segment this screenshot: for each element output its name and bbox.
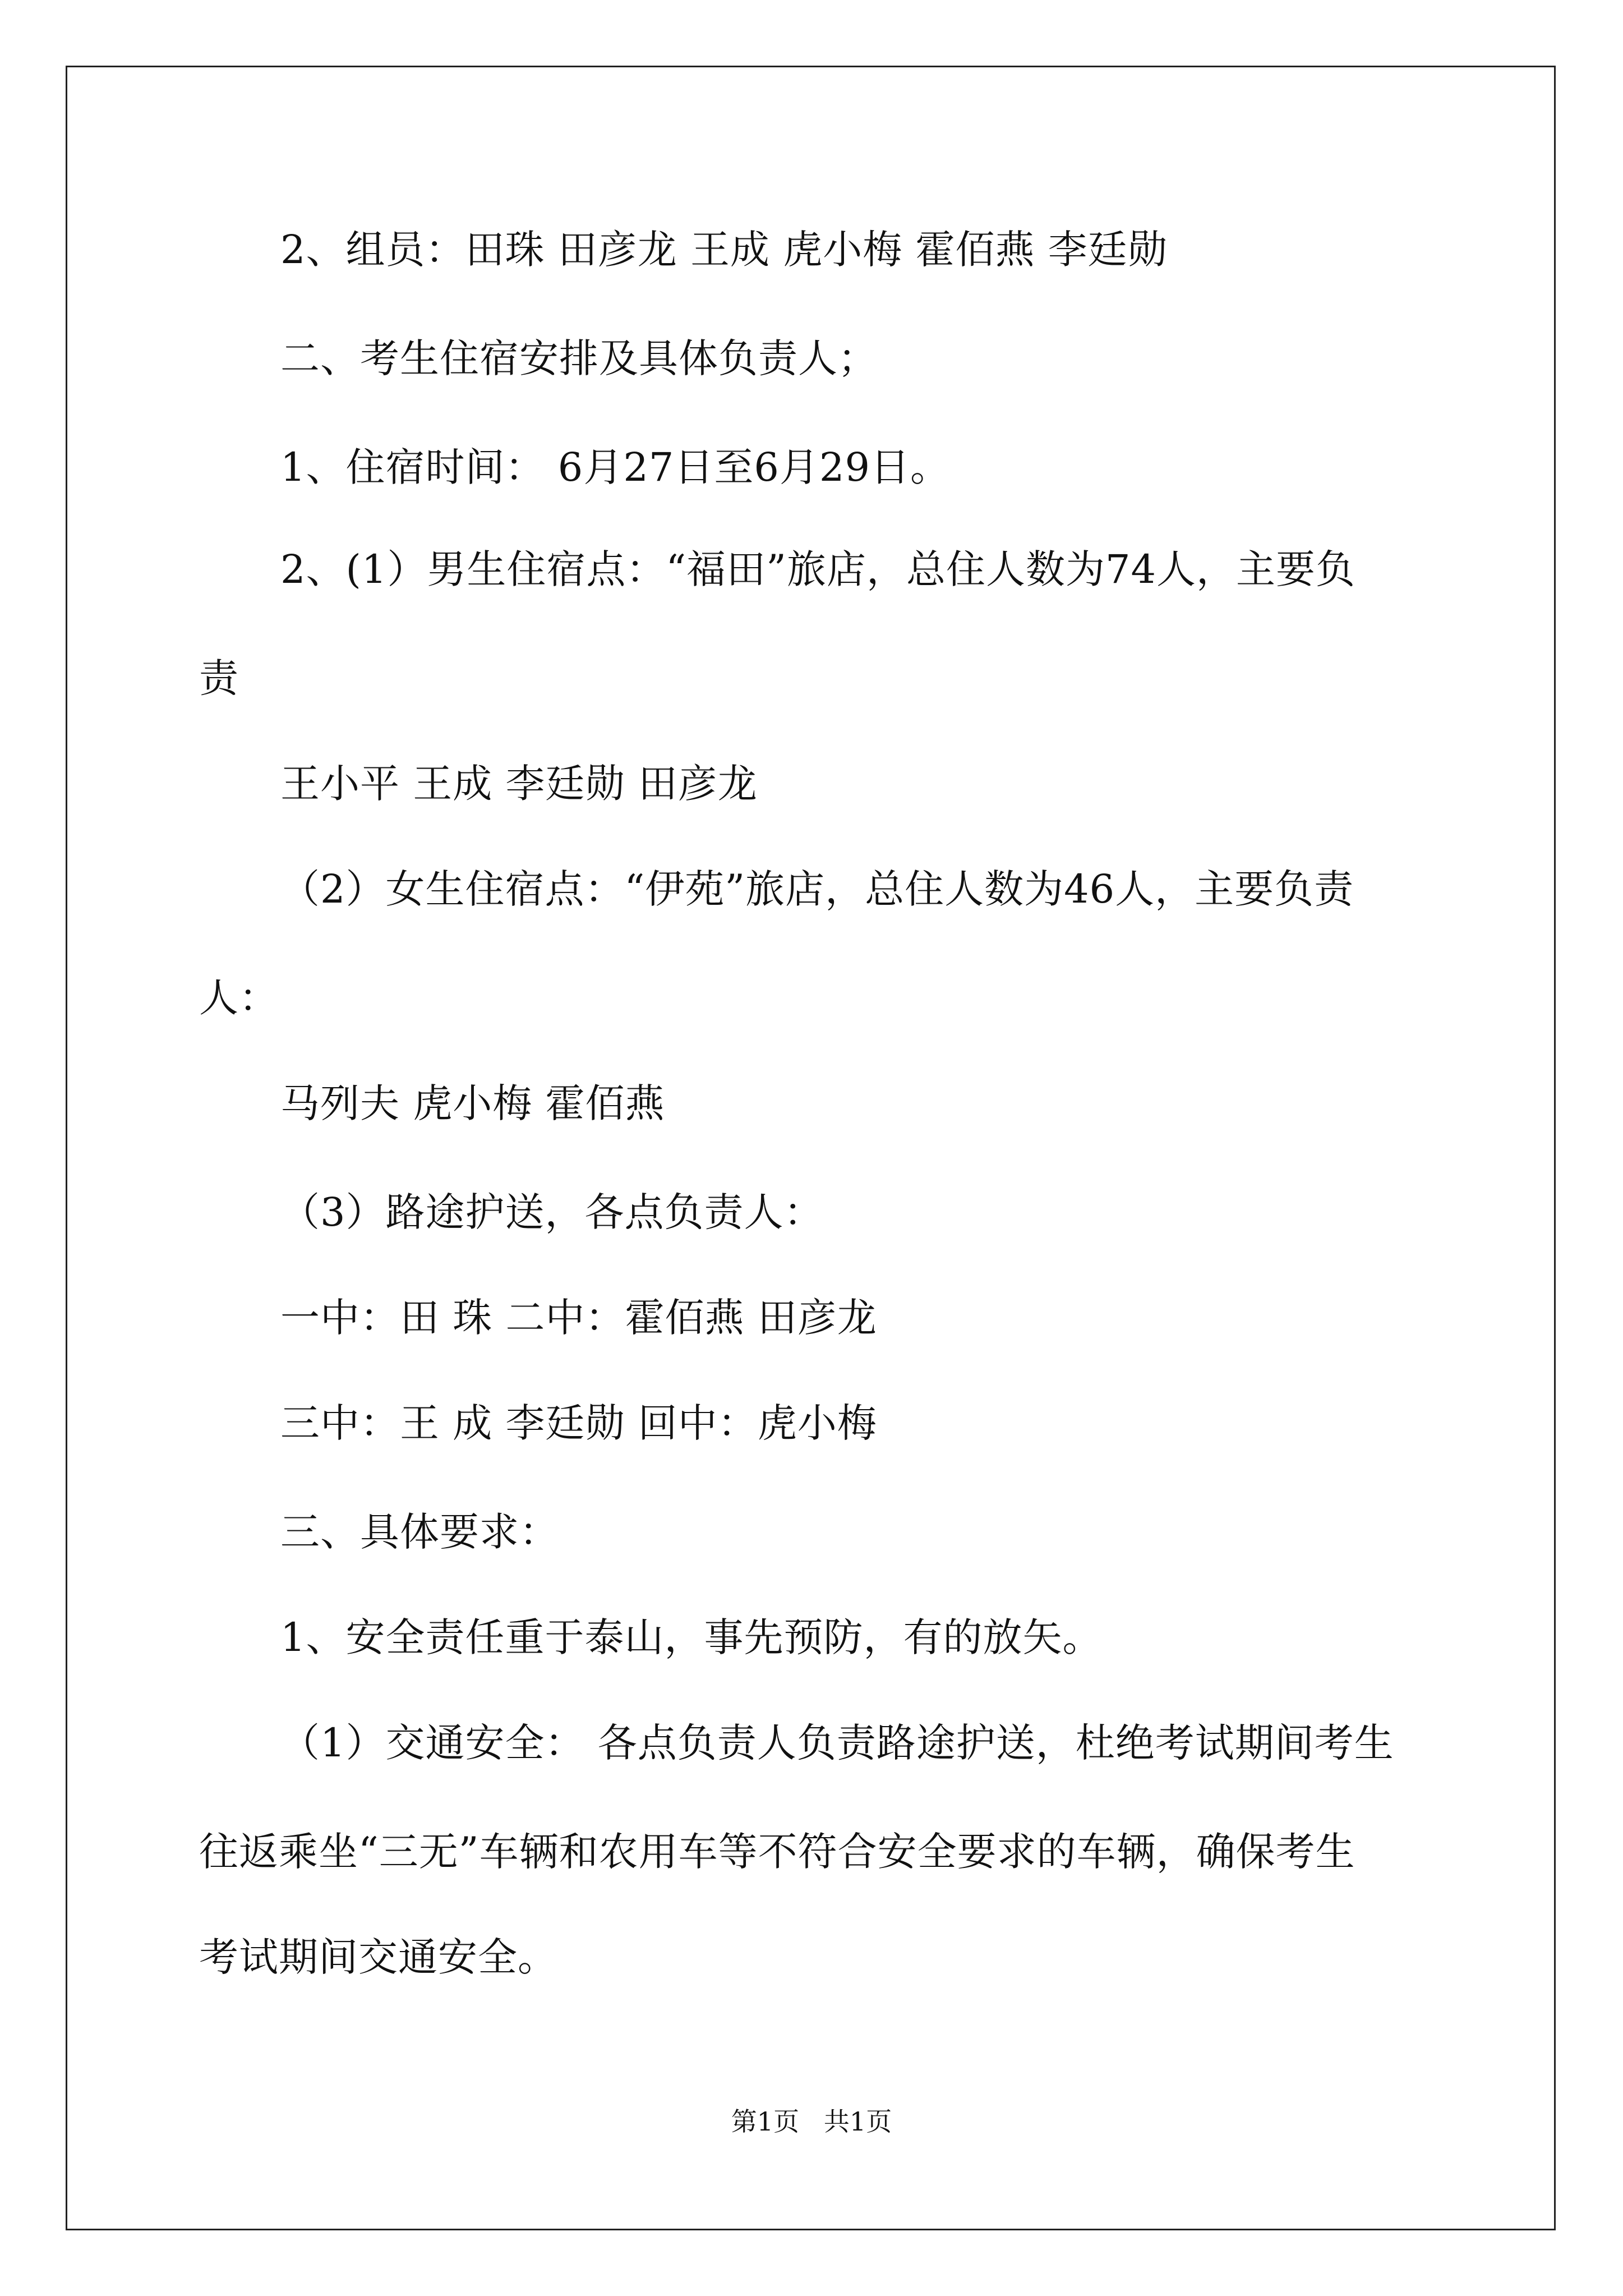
text-line: 2、组员：田珠 田彦龙 王成 虎小梅 霍佰燕 李廷勋 bbox=[280, 227, 1168, 273]
text-line: 往返乘坐“三无”车辆和农用车等不符合安全要求的车辆，确保考生 bbox=[199, 1829, 1355, 1875]
text-line: 王小平 王成 李廷勋 田彦龙 bbox=[280, 761, 758, 807]
text-line: 二、考生住宿安排及具体负责人； bbox=[280, 335, 878, 381]
text-line: （1）交通安全： 各点负责人负责路途护送，杜绝考试期间考生 bbox=[280, 1720, 1394, 1766]
text-line: 三中：王 成 李廷勋 回中：虎小梅 bbox=[280, 1400, 877, 1446]
text-line: 三、具体要求： bbox=[280, 1509, 559, 1555]
page-number-footer: 第1页 共1页 bbox=[731, 2106, 892, 2137]
text-line: 1、安全责任重于泰山，事先预防，有的放矢。 bbox=[280, 1614, 1103, 1660]
text-line: （2）女生住宿点：“伊苑”旅店，总住人数为46人，主要负责 bbox=[280, 866, 1354, 912]
text-line: 1、住宿时间： 6月27日至6月29日。 bbox=[280, 444, 951, 490]
text-line: 2、(1）男生住宿点：“福田”旅店，总住人数为74人，主要负 bbox=[280, 546, 1356, 592]
text-line: 一中：田 珠 二中：霍佰燕 田彦龙 bbox=[280, 1295, 877, 1341]
text-line: 马列夫 虎小梅 霍佰燕 bbox=[280, 1080, 665, 1126]
text-line: 人： bbox=[199, 975, 279, 1021]
text-line: （3）路途护送，各点负责人： bbox=[280, 1189, 824, 1235]
text-line: 责 bbox=[199, 655, 239, 701]
text-line: 考试期间交通安全。 bbox=[199, 1934, 557, 1980]
page-border bbox=[66, 66, 1556, 2230]
